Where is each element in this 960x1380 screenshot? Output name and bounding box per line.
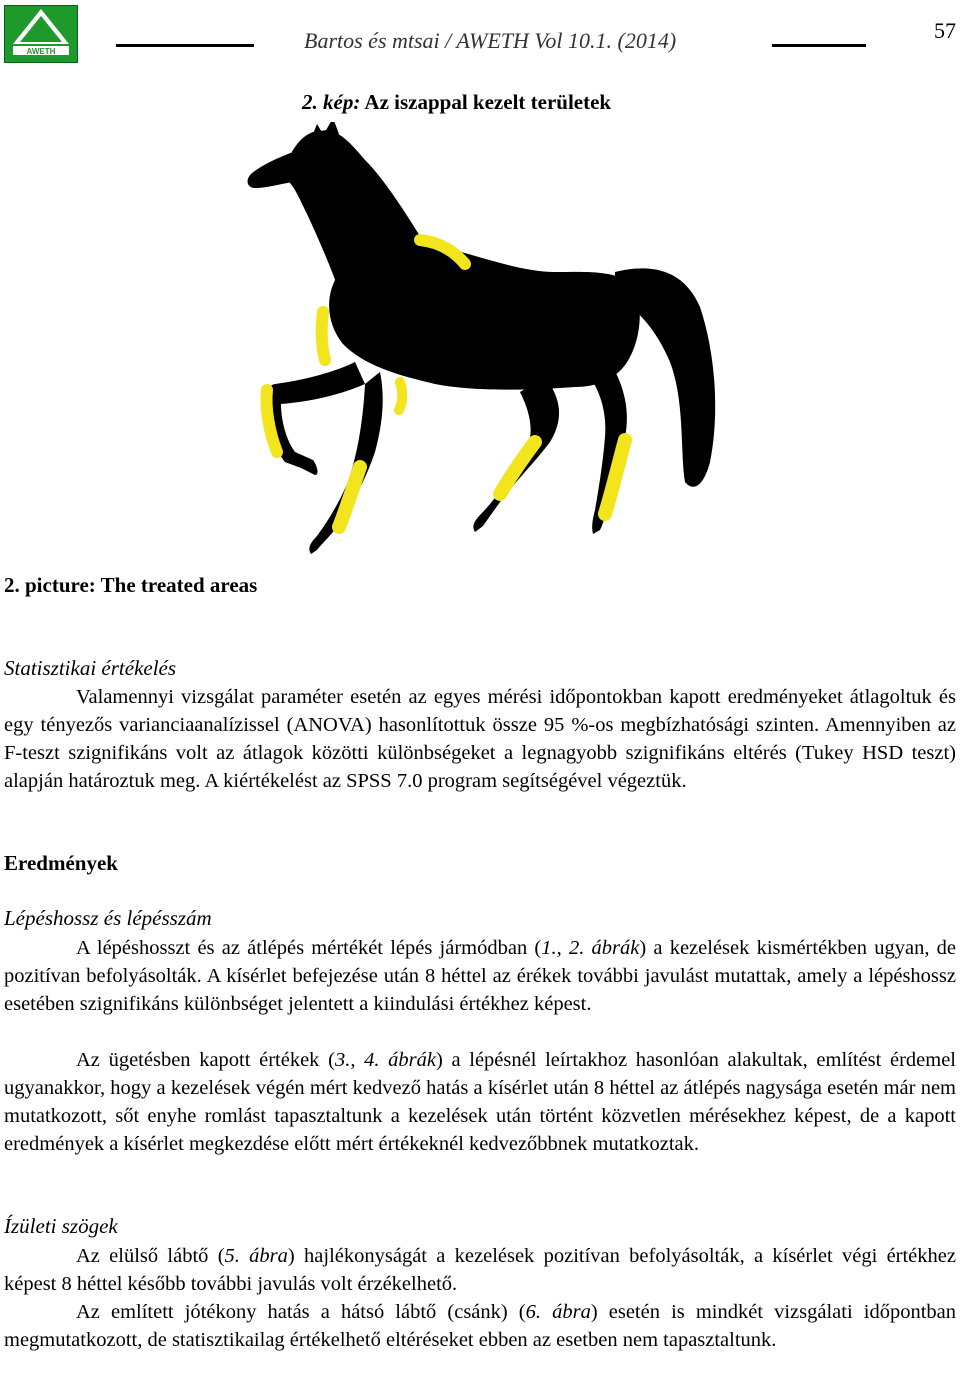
figure-caption-hu-label: 2. kép: bbox=[302, 90, 361, 114]
treated-area-shoulder bbox=[322, 312, 325, 360]
joint-p2-text-a: Az említett jótékony hatás a hátsó lábtő (csánk) ( bbox=[76, 1301, 526, 1323]
paragraph-joints-1 bbox=[4, 1242, 956, 1298]
joint-p1-text-a: Az elülső lábtő ( bbox=[76, 1245, 225, 1267]
horse-figure bbox=[215, 122, 740, 572]
paragraph-step-2 bbox=[4, 1046, 956, 1158]
figure-caption-en: 2. picture: The treated areas bbox=[4, 573, 258, 597]
section-heading-results: Eredmények bbox=[4, 851, 118, 875]
joint-p1-text-b: ) hajlékonyságát a kezelések pozitívan befolyásolták, a kísérlet végi értékhez képest 8 héttel később további javulás volt érzékelhető. bbox=[4, 1245, 956, 1295]
section-heading-statistics: Statisztikai értékelés bbox=[4, 656, 177, 680]
paragraph-step-1 bbox=[4, 934, 956, 1018]
step-p1-figure-ref: 1., 2. ábrák bbox=[541, 937, 640, 959]
treated-area-back-left-hock bbox=[500, 442, 535, 494]
figure-caption-hu bbox=[302, 90, 611, 115]
paragraph-joints-2 bbox=[4, 1298, 956, 1354]
header-rule-left bbox=[116, 44, 254, 47]
step-p2-text-b: ) a lépésnél leírtakhoz hasonlóan alakultak, említést érdemel ugyanakkor, hogy a kezelések végén mért kedvező hatás a kísérlet után 8 héttel az átlépés nagysága esetén már nem mutatkozott, sőt enyhe romlást tapasztaltunk a kezelések után történt közvetlen mérésekhez képest, de a kapott eredmények a kísérlet megkezdése előtt mért értékeknél kedvezőbbnek mutatkoztak. bbox=[4, 1049, 957, 1155]
joint-p2-text-b: ) esetén is mindkét vizsgálati időpontban megmutatkozott, de statisztikailag értékelhető eltéréseket ebben az esetben nem tapasztaltunk. bbox=[4, 1301, 957, 1351]
horse-head bbox=[248, 152, 293, 188]
running-head: Bartos és mtsai / AWETH Vol 10.1. (2014) bbox=[304, 28, 677, 53]
step-p1-text-a: A lépéshosszt és az átlépés mértékét lépés jármódban ( bbox=[76, 937, 542, 959]
treated-area-elbow bbox=[399, 382, 402, 410]
joint-p1-figure-ref: 5. ábra bbox=[224, 1245, 288, 1267]
joint-p2-figure-ref: 6. ábra bbox=[525, 1301, 591, 1323]
step-p1-text-b: ) a kezelések kismértékben ugyan, de pozitívan befolyásolták. A kísérlet befejezése után 8 héttel az érékek további javulást mutattak, amely a lépéshossz esetében szignifikáns különbséget jelentett a kiindulási értékhez képest. bbox=[4, 937, 957, 1015]
journal-logo bbox=[4, 5, 78, 63]
figure-caption-hu-text: Az iszappal kezelt területek bbox=[360, 90, 612, 114]
horse-back-left-leg bbox=[473, 377, 559, 532]
section-heading-joints: Ízületi szögek bbox=[4, 1214, 118, 1238]
svg-text:AWETH: AWETH bbox=[26, 47, 56, 56]
section-heading-step: Lépéshossz és lépésszám bbox=[4, 906, 212, 930]
page-number: 57 bbox=[934, 18, 956, 43]
step-p2-text-a: Az ügetésben kapott értékek ( bbox=[76, 1049, 335, 1071]
paragraph-statistics: Valamennyi vizsgálat paraméter esetén az egyes mérési időpontokban kapott eredményeket átlagoltuk és egy tényezős varianciaanalízissel (ANOVA) hasonlítottuk össze 95 %-os megbízhatósági szinten. Amennyiben az F-teszt szignifikáns volt az átlagok közötti különbségeket a legnagyobb szignifikáns eltérés (Tukey HSD teszt) alapján határoztuk meg. A kiértékelést az SPSS 7.0 program segítségével végeztük. bbox=[4, 686, 956, 792]
header-rule-right bbox=[772, 44, 866, 47]
horse-front-left-leg bbox=[265, 362, 365, 475]
step-p2-figure-ref: 3., 4. ábrák bbox=[334, 1049, 436, 1071]
